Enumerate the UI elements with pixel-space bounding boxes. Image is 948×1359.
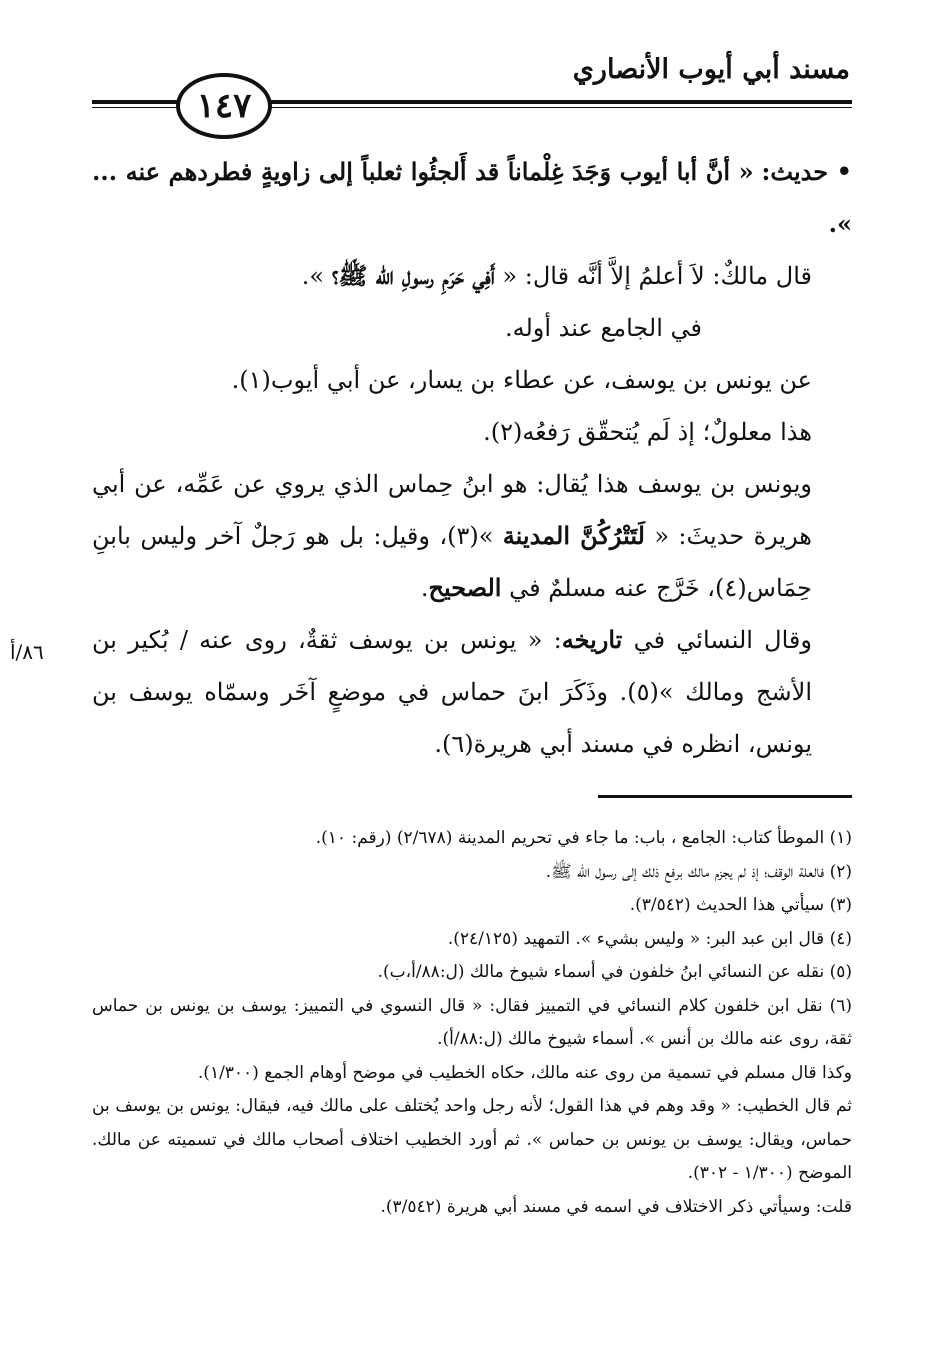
- hadith-text: « أنَّ أبا أيوب وَجَدَ غِلْماناً قد أَلجئُوا ثعلباً إلى زاويةٍ فطردهم عنه ... ».: [92, 157, 852, 238]
- malik-quote: أَفِي حَرَمِ رسولِ الله ﷺ؟: [331, 261, 495, 290]
- nasai-paragraph: [92, 614, 852, 770]
- footnote: (٢) فالعلة الوقف؛ إذ لم يجزم مالك برفع ذلك إلى رسول الله ﷺ.: [545, 861, 852, 882]
- hadith-paragraph: [92, 146, 852, 250]
- yunus-end: .: [420, 574, 429, 602]
- malik-close: ».: [301, 262, 325, 290]
- hadith-label: • حديث:: [761, 157, 853, 186]
- footnote: (٥) نقله عن النسائي ابنُ خلفون في أسماء شيوخ مالك (ل:٨٨/أ،ب).: [377, 962, 852, 982]
- footnotes: [92, 822, 852, 1224]
- main-text: [92, 146, 852, 770]
- footnote-continuation: ثم قال الخطيب: « وقد وهم في هذا القول؛ لأنه رجل واحد يُختلف على مالك فيه، فيقال: يونس بن يوسف بن حماس، ويقال: يوسف بن يونس بن حماس ». ثم أورد الخطيب اختلاف أصحاب مالك في تسميته عن مالك. الموضح (١/٣٠٠ - ٣٠٢).: [92, 1096, 852, 1183]
- margin-note: ٨٦/أ: [10, 640, 44, 664]
- yunus-quote: لَتَتْرُكُنَّ المدينة: [502, 521, 645, 550]
- yunus-text-2: »(٣)، وقيل: بل هو رَجلٌ آخر وليس بابنِ حِمَاس(٤)، خَرَّج عنه مسلمٌ في: [92, 522, 812, 602]
- isnad-line: عن يونس بن يوسف، عن عطاء بن يسار، عن أبي أيوب(١).: [231, 366, 812, 394]
- jami-line: في الجامع عند أوله.: [504, 314, 702, 342]
- malik-line: [92, 250, 852, 302]
- footnote: (٦) نقل ابن خلفون كلام النسائي في التمييز فقال: « قال النسوي في التمييز: يوسف بن يونس بن حماس ثقة، روى عنه مالك بن أنس ». أسماء شيوخ مالك (ل:٨٨/أ).: [92, 995, 852, 1049]
- footnote-continuation: قلت: وسيأتي ذكر الاختلاف في اسمه في مسند أبي هريرة (٣/٥٤٢).: [380, 1196, 852, 1217]
- yunus-text-1: ويونس بن يوسف هذا يُقال: هو ابنُ حِماس الذي يروي عن عَمِّه، عن أبي هريرة حديثَ: «: [92, 470, 812, 550]
- page-number: ١٤٧: [176, 73, 272, 139]
- footnote: (٣) سيأتي هذا الحديث (٣/٥٤٢).: [629, 895, 852, 915]
- nasai-tarikh: تاريخه: [561, 625, 623, 654]
- maalul-line: هذا معلولٌ؛ إذ لَم يُتحقّق رَفعُه(٢).: [483, 418, 812, 446]
- yunus-paragraph: [92, 458, 852, 614]
- running-title: مسند أبي أيوب الأنصاري: [572, 54, 850, 85]
- footnote-continuation: وكذا قال مسلم في تسمية من روى عنه مالك، حكاه الخطيب في موضح أوهام الجمع (١/٣٠٠).: [197, 1062, 852, 1083]
- nasai-text-1: وقال النسائي في: [633, 626, 812, 654]
- malik-intro: قال مالكٌ: لاَ أعلمُ إلاَّ أنَّه قال: «: [502, 262, 812, 290]
- footnote: (٤) قال ابن عبد البر: « وليس بشيء ». التمهيد (٢٤/١٢٥).: [447, 928, 852, 949]
- footnote: (١) الموطأ كتاب: الجامع ، باب: ما جاء في تحريم المدينة (٢/٦٧٨) (رقم: ١٠).: [315, 828, 852, 848]
- yunus-sahih: الصحيح: [428, 573, 502, 602]
- footnote-rule: [598, 795, 852, 798]
- nasai-text-2: : « يونس بن يوسف ثقةٌ، روى عنه / بُكير بن الأشج ومالك »(٥). وذَكَرَ ابنَ حماس في موضعٍ آخَر وسمّاه يوسف بن يونس، انظره في مسند أبي هريرة(٦).: [92, 626, 813, 758]
